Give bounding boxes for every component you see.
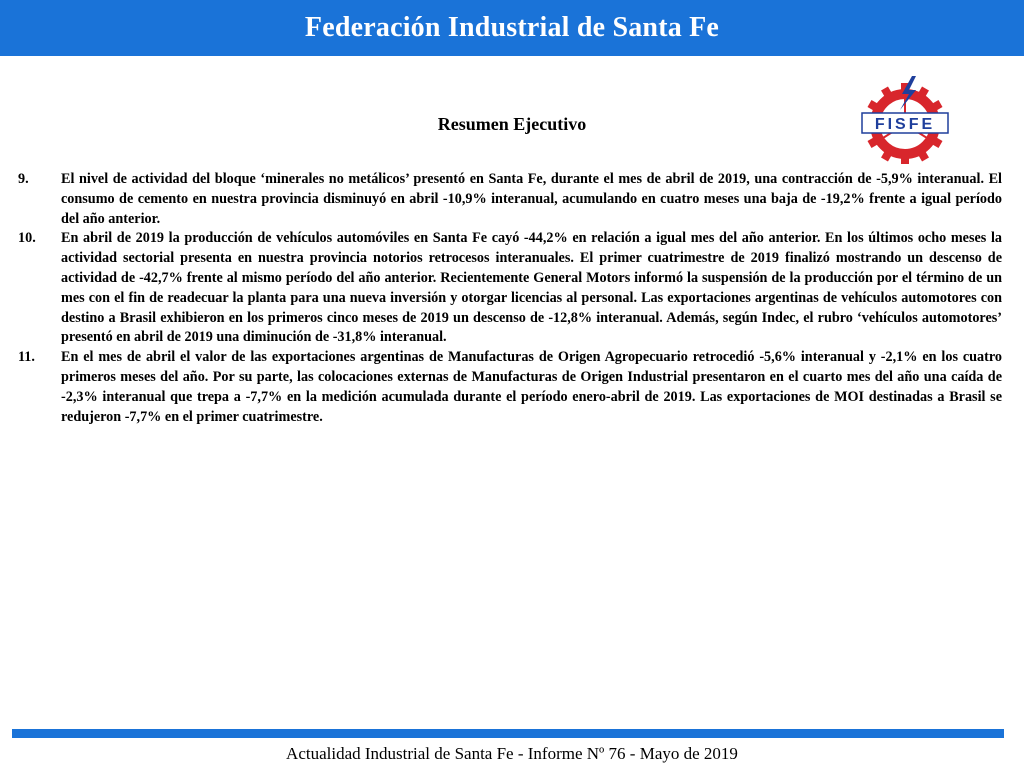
list-item [18,170,1002,229]
footer-bar [12,729,1004,738]
summary-list [18,170,1002,427]
list-item [18,229,1002,348]
item-text: El nivel de actividad del bloque ‘minerales no metálicos’ presentó en Santa Fe, durante el mes de abril de 2019, una contracción de -5,9% interanual. El consumo de cemento en nuestra provincia disminuyó en abril -10,9% interanual, acumulando en cuatro meses una baja de -19,2% frente a igual período del año anterior. [61,171,1002,227]
header-bar [0,0,1024,56]
item-text: En el mes de abril el valor de las exportaciones argentinas de Manufacturas de Origen Agropecuario retrocedió -5,6% interanual y -2,1% en los cuatro primeros meses del año. Por su parte, las colocaciones externas de Manufacturas de Origen Industrial presentaron en el cuarto mes del año una caída de -2,3% interanual que trepa a -7,7% en la medición acumulada durante el período enero-abril de 2019. Las exportaciones de MOI destinadas a Brasil se redujeron -7,7% en el primer cuatrimestre. [61,349,1002,425]
logo-text: FISFE [874,116,936,133]
header-title: Federación Industrial de Santa Fe [304,12,720,43]
item-text: En abril de 2019 la producción de vehículos automóviles en Santa Fe cayó -44,2% en relación a igual mes del año anterior. En los últimos ocho meses la actividad sectorial presenta en nuestra provincia notorios retrocesos interanuales. El primer cuatrimestre de 2019 finalizó mostrando un descenso de actividad de -42,7% frente al mismo período del año anterior. Recientemente General Motors informó la suspensión de la producción por el término de un mes con el fin de readecuar la planta para una nueva inversión y otorgar licencias al personal. Las exportaciones argentinas de vehículos automotores con destino a Brasil exhibieron en los primeros cinco meses de 2019 un descenso de -12,8% interanual. Además, según Indec, el rubro ‘vehículos automotores’ presentó en abril de 2019 una diminución de -31,8% interanual. [61,230,1002,346]
section-title: Resumen Ejecutivo [437,114,587,134]
list-item [18,348,1002,427]
footer-text: Actualidad Industrial de Santa Fe - Informe Nº 76 - Mayo de 2019 [286,744,738,763]
item-number: 10. [18,230,36,247]
item-number: 11. [18,349,35,366]
item-number: 9. [18,171,29,187]
fisfe-logo [858,76,952,164]
